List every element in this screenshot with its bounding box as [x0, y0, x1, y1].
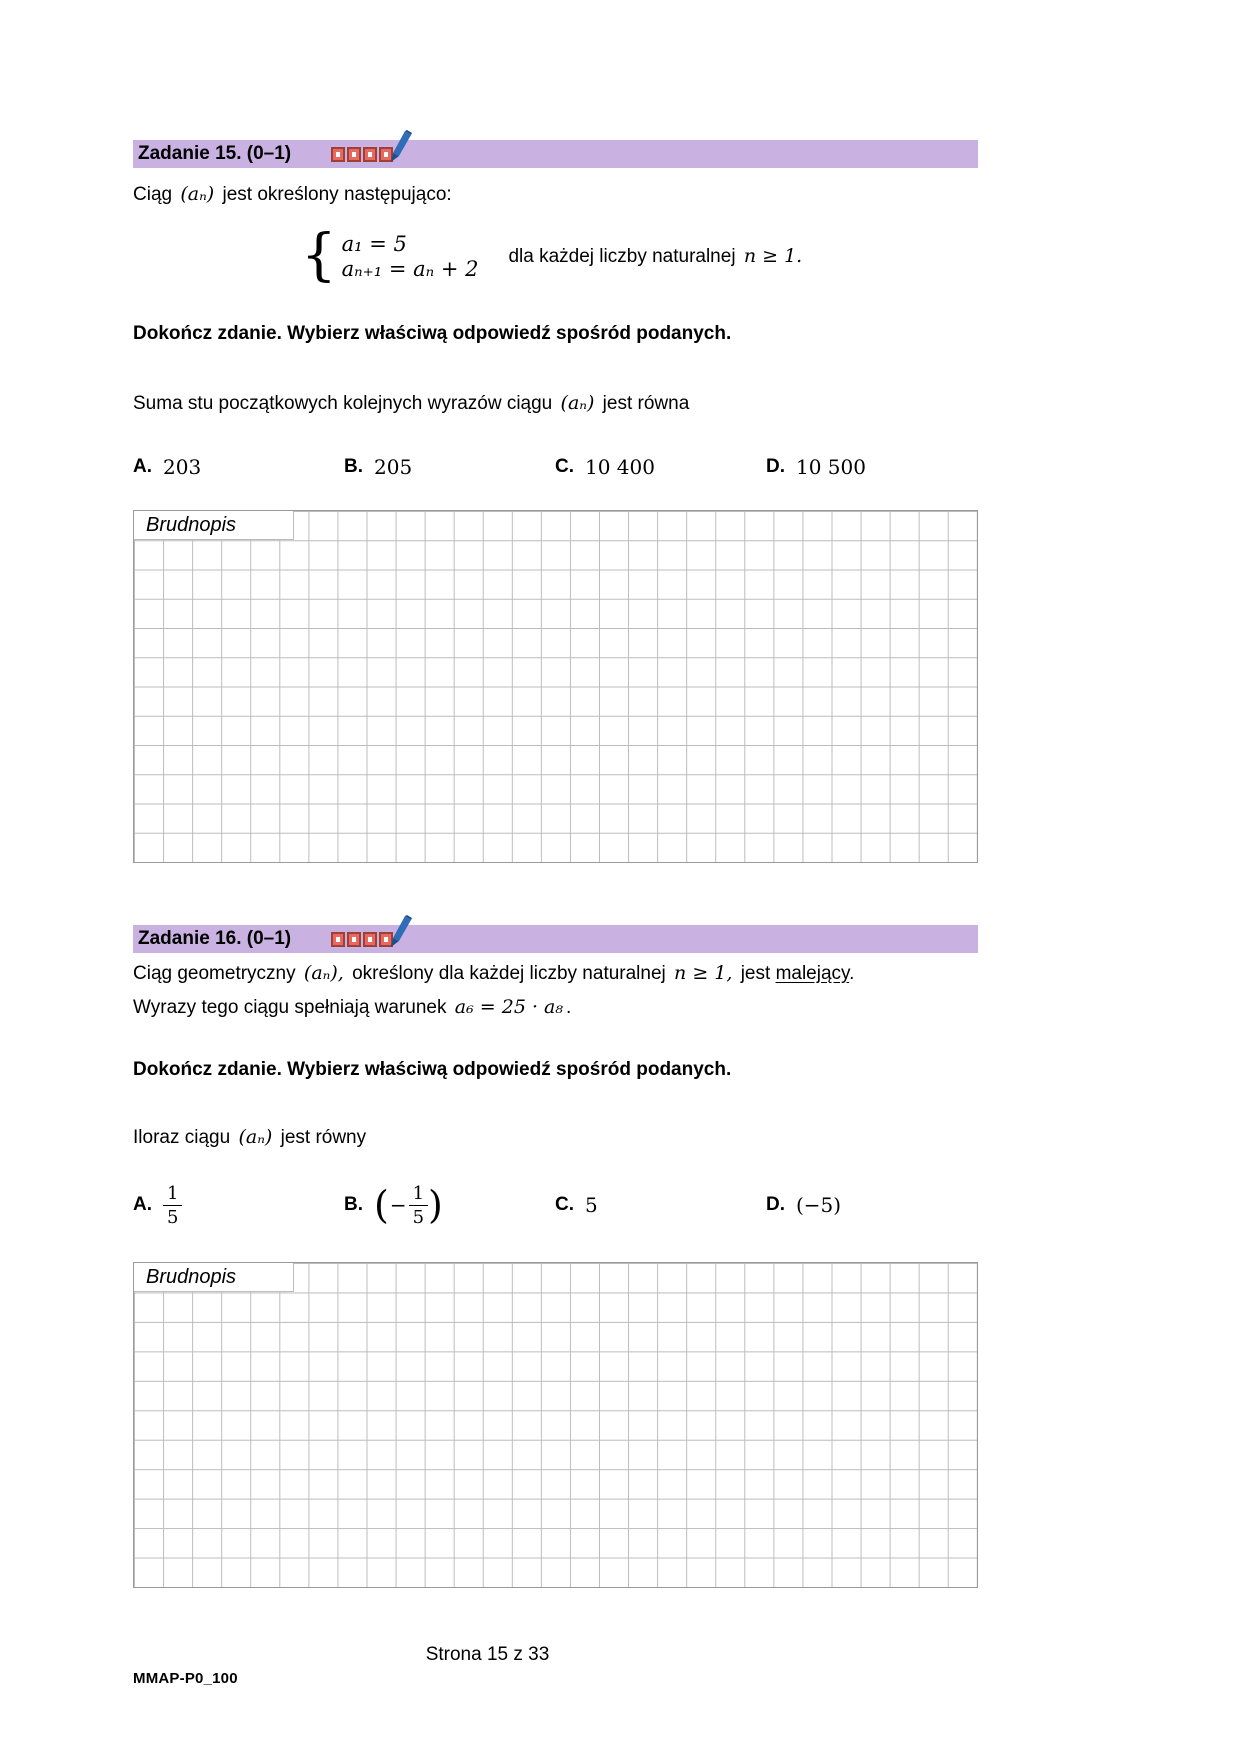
answer-option-d [766, 1193, 841, 1217]
task16-question [133, 1125, 978, 1150]
intro-text: jest [740, 963, 771, 984]
document-code: MMAP-P0_100 [133, 1670, 238, 1687]
answer-boxes-icon [331, 931, 393, 948]
answer-label: B. [344, 1194, 363, 1215]
answer-box-icon [347, 147, 361, 162]
formula-condition [508, 245, 805, 268]
answer-option-d [766, 455, 866, 479]
fraction [409, 1183, 428, 1228]
answer-box-icon [363, 932, 377, 947]
task15-intro [133, 182, 978, 207]
condition-math: n ≥ 1. [743, 244, 803, 267]
intro-text: jest określony następująco: [222, 184, 452, 205]
pen-icon [389, 130, 413, 166]
answer-value: 5 [585, 1193, 598, 1217]
underlined-word: malejący [775, 963, 850, 984]
task-16 [133, 925, 978, 1588]
answer-value: 203 [163, 455, 202, 479]
answer-box-icon [331, 147, 345, 162]
task15-recursive-formula [301, 225, 978, 287]
answer-label: D. [766, 1194, 785, 1215]
task15-question [133, 391, 978, 416]
task15-title: Zadanie 15. (0–1) [138, 143, 292, 164]
condition-math: n ≥ 1, [674, 962, 733, 984]
answer-option-a [133, 455, 344, 479]
open-paren: ( [374, 1183, 389, 1227]
intro-text: Wyrazy tego ciągu spełniają warunek [133, 997, 447, 1018]
answer-box-icon [363, 147, 377, 162]
condition-text: dla każdej liczby naturalnej [508, 245, 736, 267]
question-text: Iloraz ciągu [133, 1127, 231, 1148]
answer-label: B. [344, 456, 363, 477]
answer-option-a [133, 1183, 344, 1228]
close-paren: ) [428, 1183, 443, 1227]
answer-option-c [555, 455, 766, 479]
page-content [133, 0, 978, 1687]
task16-instruction: Dokończ zdanie. Wybierz właściwą odpowiedź spośród podanych. [133, 1059, 732, 1080]
task15-header-band [133, 140, 978, 168]
intro-text: Ciąg [133, 184, 173, 205]
sequence-symbol: (aₙ) [180, 183, 215, 205]
sequence-condition-math: a₆ = 25 · a₈ [454, 996, 563, 1018]
fraction-denominator: 5 [412, 1206, 425, 1228]
task16-intro-line1 [133, 961, 978, 986]
answer-boxes-icon [331, 146, 393, 163]
sequence-symbol: (aₙ), [303, 962, 344, 984]
answer-box-icon [331, 932, 345, 947]
fraction [163, 1183, 182, 1228]
task16-title: Zadanie 16. (0–1) [138, 928, 292, 949]
answer-option-b [344, 455, 555, 479]
fraction-numerator: 1 [163, 1183, 182, 1206]
task16-answers [133, 1178, 978, 1232]
task16-scratchpad-grid [133, 1262, 978, 1588]
equation-line2: aₙ₊₁ = aₙ + 2 [341, 256, 479, 281]
answer-value: (−5) [796, 1193, 842, 1217]
scratchpad-label: Brudnopis [134, 511, 294, 540]
task15-scratchpad-grid [133, 510, 978, 863]
answer-label: C. [555, 1194, 574, 1215]
task16-header-band [133, 925, 978, 953]
task16-intro-line2 [133, 995, 978, 1020]
question-text: jest równa [602, 393, 690, 414]
task-15 [133, 140, 978, 863]
task15-instruction: Dokończ zdanie. Wybierz właściwą odpowiedź spośród podanych. [133, 323, 732, 344]
intro-text: . [565, 997, 572, 1018]
answer-option-b [344, 1183, 555, 1228]
fraction-numerator: 1 [409, 1183, 428, 1206]
answer-value: 205 [374, 455, 413, 479]
answer-option-c [555, 1193, 766, 1217]
sequence-symbol: (aₙ) [238, 1126, 273, 1148]
minus-sign: − [389, 1193, 407, 1217]
answer-value: 10 500 [796, 455, 866, 479]
fraction-denominator: 5 [167, 1206, 179, 1228]
answer-label: D. [766, 456, 785, 477]
sequence-symbol: (aₙ) [560, 392, 595, 414]
intro-text: . [849, 963, 855, 984]
answer-label: C. [555, 456, 574, 477]
page-number: Strona 15 z 33 [425, 1644, 550, 1665]
answer-box-icon [347, 932, 361, 947]
task15-answers [133, 455, 978, 479]
answer-value: 10 400 [585, 455, 655, 479]
pen-icon [389, 915, 413, 951]
intro-text: Ciąg geometryczny [133, 963, 296, 984]
equation-line1: a₁ = 5 [341, 231, 407, 256]
question-text: jest równy [280, 1127, 367, 1148]
system-brace: { [301, 223, 337, 288]
question-text: Suma stu początkowych kolejnych wyrazów ciągu [133, 393, 553, 414]
system-equations [342, 232, 479, 281]
intro-text: określony dla każdej liczby naturalnej [352, 963, 666, 984]
answer-label: A. [133, 1194, 152, 1215]
scratchpad-label: Brudnopis [134, 1263, 294, 1292]
answer-label: A. [133, 456, 152, 477]
